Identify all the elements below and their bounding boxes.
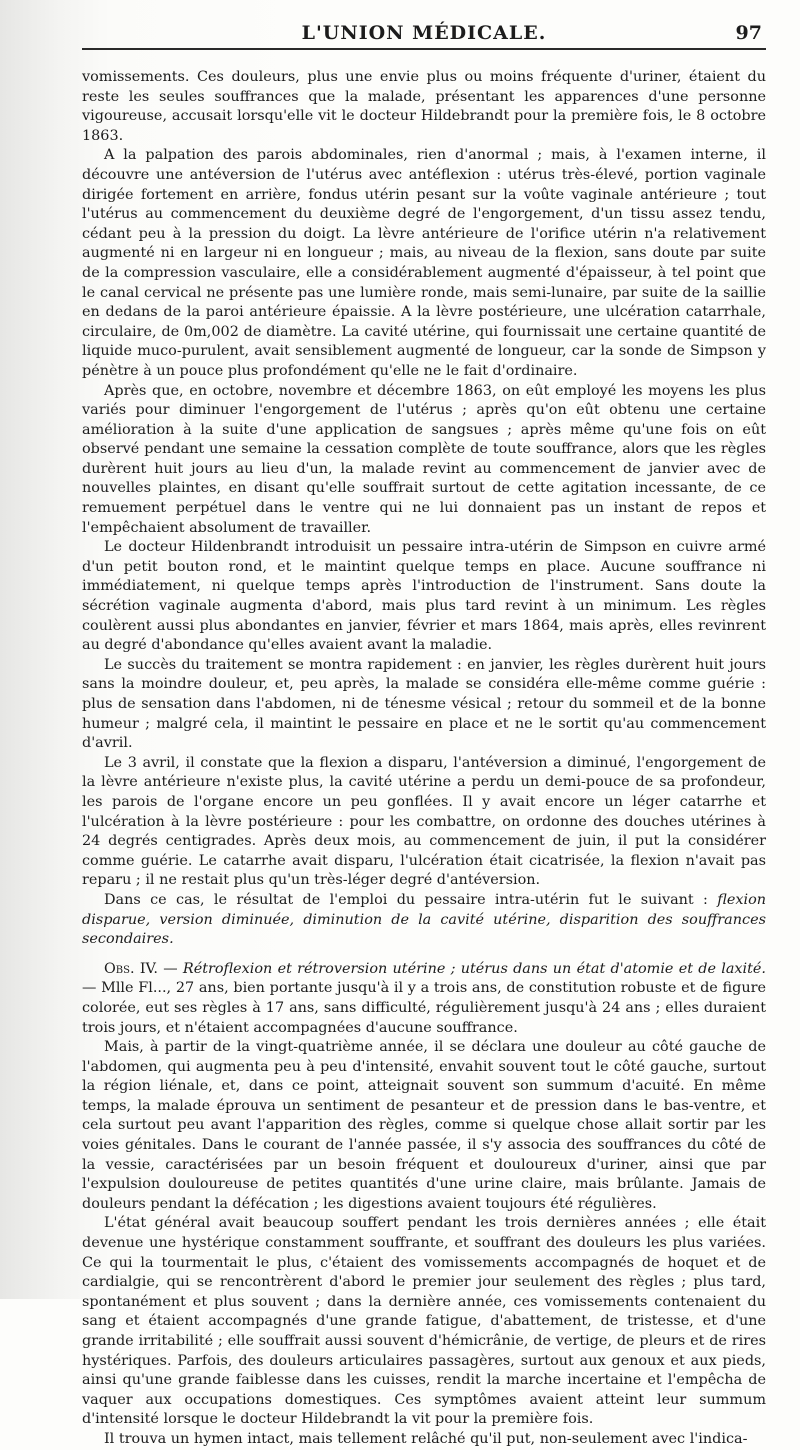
observation-label: Obs. IV. bbox=[104, 960, 158, 977]
conclusion-italic: flexion disparue, version diminuée, diminution de la cavité utérine, disparition des souffrances secondaires. bbox=[82, 891, 766, 948]
page-number: 97 bbox=[735, 22, 762, 44]
observation-heading-paragraph: Obs. IV. — Rétroflexion et rétroversion utérine ; utérus dans un état d'atomie et de laxité. — Mlle Fl..., 27 ans, bien portante jusqu'à il y a trois ans, de constitution robuste et de figure colorée, eut ses règles à 17 ans, sans difficulté, régulièrement jusqu'à 24 ans ; elles duraient trois jours, et n'étaient accompagnées d'aucune souffrance. bbox=[82, 960, 766, 1036]
paragraph: Il trouva un hymen intact, mais tellement relâché qu'il put, non-seulement avec l'indica- bbox=[104, 1430, 748, 1447]
paragraph: Mais, à partir de la vingt-quatrième année, il se déclara une douleur au côté gauche de l'abdomen, qui augmenta peu à peu d'intensité, envahit souvent tout le côté gauche, surtout la région liénale, et, dans ce point, atteignait souvent son summum d'acuité. En même temps, la malade éprouva un sentiment de pesanteur et de pression dans le bas-ventre, et cela surtout peu avant l'apparition des règles, comme si quelque chose allait sortir par les voies génitales. Dans le courant de l'année passée, il s'y associa des souffrances du côté de la vessie, caractérisées par un besoin fréquent et douloureux d'uriner, ainsi que par l'expulsion douloureuse de petites quantités d'une urine claire, mais brûlante. Jamais de douleurs pendant la défécation ; les digestions avaient toujours été régulières. bbox=[82, 1039, 766, 1212]
paragraph: A la palpation des parois abdominales, rien d'anormal ; mais, à l'examen interne, il découvre une antéversion de l'utérus avec antéflexion : utérus très-élevé, portion vaginale dirigée fortement en arrière, fondus utérin pesant sur la voûte vaginale antérieure ; tout l'utérus au commencement du deuxième degré de l'engorgement, d'un tissu assez tendu, cédant peu à la pression du doigt. La lèvre antérieure de l'orifice utérin n'a relativement augmenté ni en largeur ni en longueur ; mais, au niveau de la flexion, sans doute par suite de la compression vasculaire, elle a considérablement augmenté d'épaisseur, à tel point que le canal cervical ne présente pas une lumière ronde, mais semi-lunaire, par suite de la saillie en dedans de la paroi antérieure épaissie. A la lèvre postérieure, une ulcération catarrhale, circulaire, de 0m,002 de diamètre. La cavité utérine, qui fournissait une certaine quantité de liquide muco-purulent, avait sensiblement augmenté de longueur, car la sonde de Simpson y pénètre à un pouce plus profondément qu'elle ne le fait d'ordinaire. bbox=[82, 147, 766, 379]
paragraph: Le docteur Hildenbrandt introduisit un pessaire intra-utérin de Simpson en cuivre armé d'un petit bouton rond, et le maintint quelque temps en place. Aucune souffrance ni immédiatement, ni quelque temps après l'introduction de l'instrument. Sans doute la sécrétion vaginale augmenta d'abord, mais plus tard revint à un minimum. Les règles coulèrent aussi plus abondantes en janvier, février et mars 1864, mais après, elles revinrent au degré d'abondance qu'elles avaient avant la maladie. bbox=[82, 539, 766, 654]
paragraph: L'état général avait beaucoup souffert pendant les trois dernières années ; elle était devenue une hystérique constamment souffrante, et souffrant des douleurs les plus variées. Ce qui la tourmentait le plus, c'étaient des vomissements accompagnés de hoquet et de cardialgie, qui se rencontrèrent d'abord le premier jour seulement des règles ; plus tard, spontanément et plus souvent ; dans la dernière année, ces vomissements contenaient du sang et étaient accompagnés d'une grande fatigue, d'abattement, de tristesse, et d'une grande irritabilité ; elle souffrait aussi souvent d'hémicrânie, de vertige, de pleurs et de rires hystériques. Parfois, des douleurs articulaires passagères, surtout aux genoux et aux pieds, ainsi qu'une grande faiblesse dans les cuisses, rendit la marche incertaine et l'empêcha de vaquer aux occupations domestiques. Ces symptômes avaient atteint leur summum d'intensité lorsque le docteur Hildebrandt la vit pour la première fois. bbox=[82, 1215, 766, 1428]
paragraph: Après que, en octobre, novembre et décembre 1863, on eût employé les moyens les plus variés pour diminuer l'engorgement de l'utérus ; après qu'on eût obtenu une certaine amélioration à la suite d'une application de sangsues ; après même qu'une fois on eût observé pendant une semaine la cessation complète de toute souffrance, alors que les règles durèrent huit jours au lieu d'un, la malade revint au commencement de janvier avec de nouvelles plaintes, en disant qu'elle souffrait surtout de cette agitation incessante, de ce remuement perpétuel dans le ventre qui ne lui donnaient pas un instant de repos et l'empêchaient absolument de travailler. bbox=[82, 382, 766, 536]
article-body bbox=[82, 68, 766, 1450]
observation-title: Rétroflexion et rétroversion utérine ; utérus dans un état d'atomie et de laxité. bbox=[182, 960, 766, 977]
page-header bbox=[82, 14, 766, 50]
paragraph-conclusion: Dans ce cas, le résultat de l'emploi du pessaire intra-utérin fut le suivant : flexion disparue, version diminuée, diminution de la cavité utérine, disparition des souffrances secondaires. bbox=[82, 891, 766, 948]
paragraph: Le 3 avril, il constate que la flexion a disparu, l'antéversion a diminué, l'engorgement de la lèvre antérieure n'existe plus, la cavité utérine a perdu un demi-pouce de sa profondeur, les parois de l'organe encore un peu gonflées. Il y avait encore un léger catarrhe et l'ulcération à la lèvre postérieure : pour les combattre, on ordonne des douches utérines à 24 degrés centigrades. Après deux mois, au commencement de juin, il put la considérer comme guérie. Le catarrhe avait disparu, l'ulcération était cicatrisée, la flexion n'avait pas reparu ; il ne restait plus qu'un très-léger degré d'antéversion. bbox=[82, 754, 766, 889]
running-title: L'UNION MÉDICALE. bbox=[301, 22, 547, 44]
paragraph: vomissements. Ces douleurs, plus une envie plus ou moins fréquente d'uriner, étaient du reste les seules souffrances que la malade, présentant les apparences d'une personne vigoureuse, accusait lorsqu'elle vit le docteur Hildebrandt pour la première fois, le 8 octobre 1863. bbox=[82, 69, 766, 144]
paragraph: Le succès du traitement se montra rapidement : en janvier, les règles durèrent huit jours sans la moindre douleur, et, peu après, la malade se considéra elle-même comme guérie : plus de sensation dans l'abdomen, ni de ténesme vésical ; retour du sommeil et de la bonne humeur ; malgré cela, il maintint le pessaire en place et ne le sortit qu'au commencement d'avril. bbox=[82, 656, 766, 752]
